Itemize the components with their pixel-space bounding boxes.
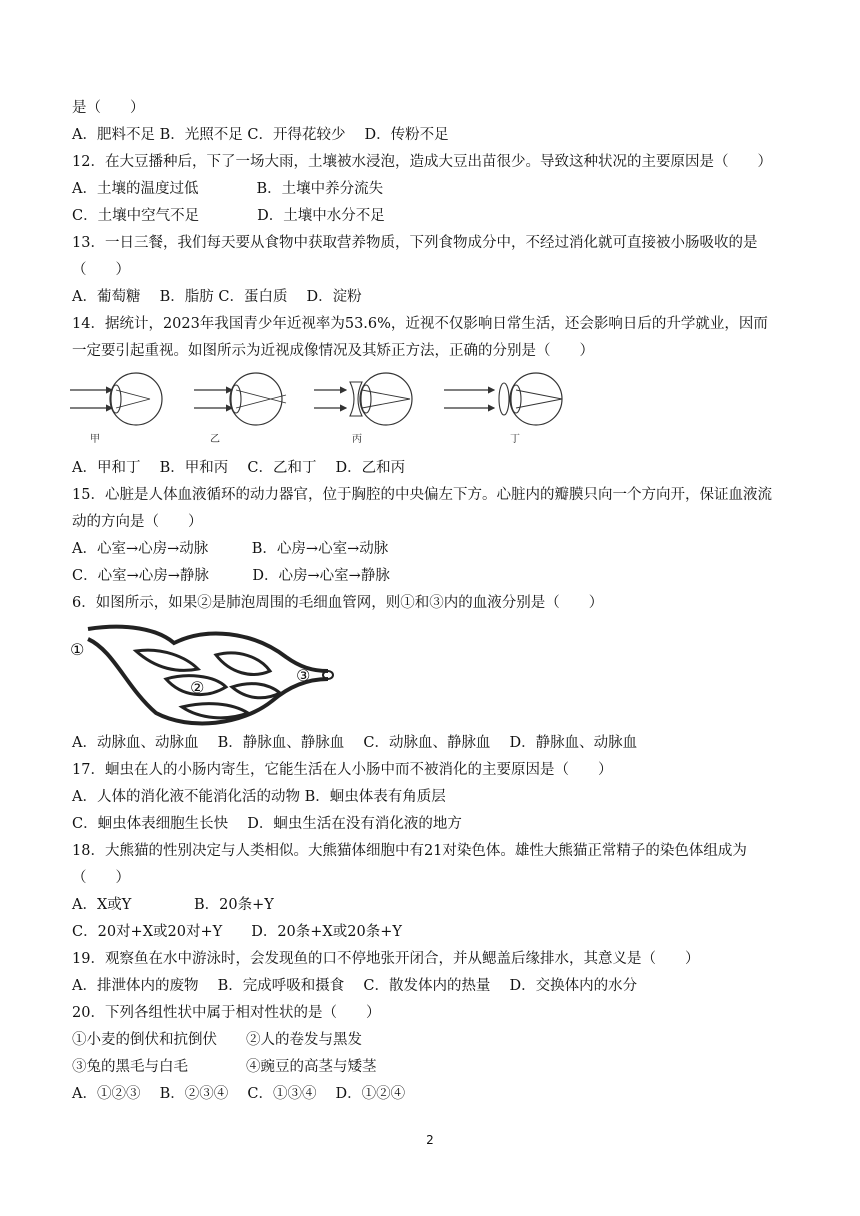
text-line: C．20对+X或20对+Y D．20条+X或20条+Y [72,924,402,940]
figure-label: 丁 [510,434,520,445]
text-line: A．土壤的温度过低 B．土壤中养分流失 [72,181,384,197]
text-line: A．心室→心房→动脉 B．心房→心室→动脉 [72,541,389,557]
text-line: C．土壤中空气不足 D．土壤中水分不足 [72,208,385,224]
text-line: A．动脉血、动脉血 B．静脉血、静脉血 C．动脉血、静脉血 D．静脉血、动脉血 [72,735,638,751]
question-18: 18．大熊猫的性别决定与人类相似。大熊猫体细胞中有21对染色体。雄性大熊猫正常精子的染色体组成为 [72,843,747,859]
text-line: 是（ ） [72,100,145,116]
text-line: 一定要引起重视。如图所示为近视成像情况及其矫正方法，正确的分别是（ ） [72,343,594,359]
eye-diagram-c [314,373,412,425]
page-number: 2 [426,1133,434,1147]
question-17: 17．蛔虫在人的小肠内寄生，它能生活在人小肠中而不被消化的主要原因是（ ） [72,762,613,778]
question-16: 6．如图所示，如果②是肺泡周围的毛细血管网，则①和③内的血液分别是（ ） [72,595,604,611]
text-line: A．葡萄糖 B．脂肪 C．蛋白质 D．淀粉 [72,289,362,305]
text-line: C．心室→心房→静脉 D．心房→心室→静脉 [72,568,390,584]
question-14: 14．据统计，2023年我国青少年近视率为53.6%，近视不仅影响日常生活，还会影响日后的升学就业，因而 [72,316,768,332]
vessel-label-3: ③ [296,666,311,685]
text-line: （ ） [72,870,130,886]
text-line: （ ） [72,262,130,278]
text-line: A．排泄体内的废物 B．完成呼吸和摄食 C．散发体内的热量 D．交换体内的水分 [72,978,638,994]
text-line: A．肥料不足 B．光照不足 C．开得花较少 D．传粉不足 [72,127,449,143]
figure-label: 丙 [352,434,362,445]
question-13: 13．一日三餐，我们每天要从食物中获取营养物质，下列食物成分中，不经过消化就可直接被小肠吸收的是 [72,235,758,251]
eye-diagram-d [444,373,562,425]
figure-label: 乙 [210,434,220,445]
text-line: A．人体的消化液不能消化活的动物 B．蛔虫体表有角质层 [72,789,446,805]
question-12: 12．在大豆播种后，下了一场大雨，土壤被水浸泡，造成大豆出苗很少。导致这种状况的主要原因是（ ） [72,154,772,170]
eye-imaging-figure [64,368,584,446]
question-15: 15．心脏是人体血液循环的动力器官，位于胸腔的中央偏左下方。心脏内的瓣膜只向一个方向开，保证血液流 [72,487,772,503]
text-line: ③兔的黑毛与白毛 ④豌豆的高茎与矮茎 [72,1059,377,1075]
eye-diagram-a [70,373,162,425]
text-line: 动的方向是（ ） [72,514,203,530]
text-line: A．甲和丁 B．甲和丙 C．乙和丁 D．乙和丙 [72,460,406,476]
text-line: A．①②③ B．②③④ C．①③④ D．①②④ [72,1086,406,1102]
capillary-network-figure [66,617,336,735]
text-line: A．X或Y B．20条+Y [72,897,274,913]
figure-label: 甲 [90,434,100,445]
eye-diagram-b [194,373,286,425]
question-20: 20．下列各组性状中属于相对性状的是（ ） [72,1005,381,1021]
question-19: 19．观察鱼在水中游泳时，会发现鱼的口不停地张开闭合，并从鳃盖后缘排水，其意义是（ ） [72,951,700,967]
text-line: ①小麦的倒伏和抗倒伏 ②人的卷发与黑发 [72,1032,362,1048]
vessel-label-1: ① [70,640,85,659]
text-line: C．蛔虫体表细胞生长快 D．蛔虫生活在没有消化液的地方 [72,816,462,832]
vessel-label-2: ② [190,678,205,697]
